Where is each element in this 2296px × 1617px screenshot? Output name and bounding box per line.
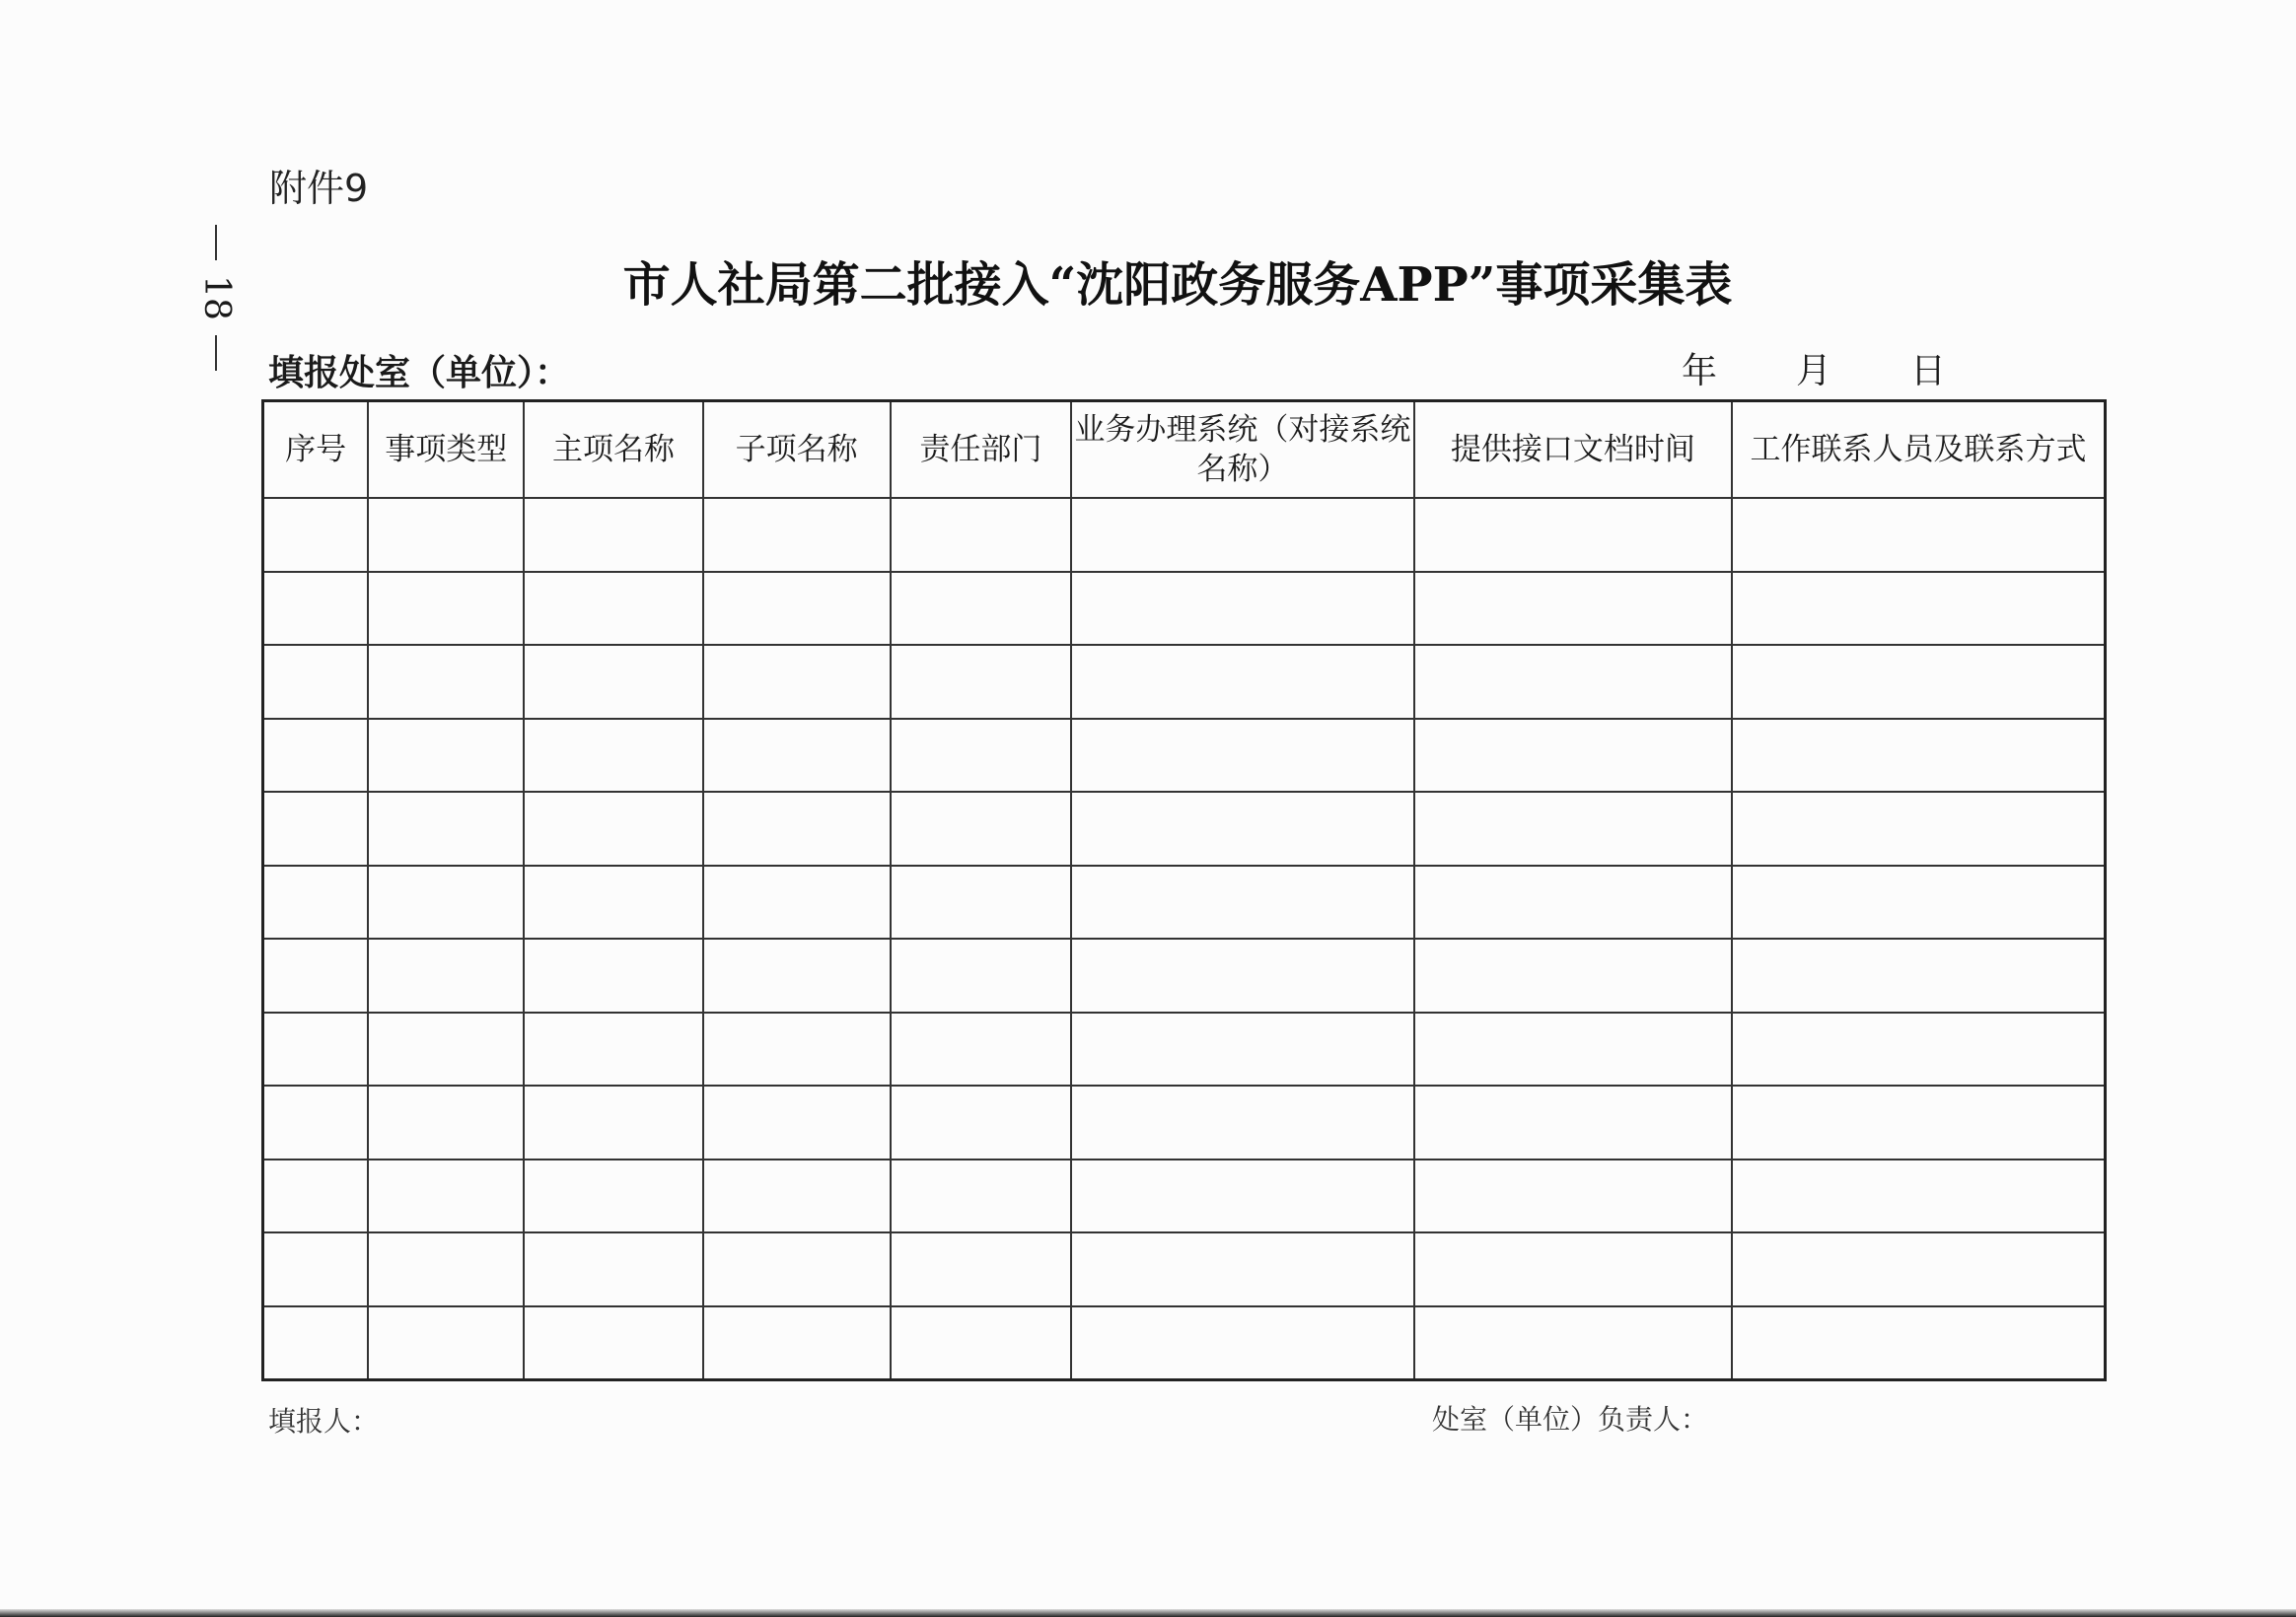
table-cell	[263, 792, 369, 866]
table-cell	[1414, 1086, 1732, 1160]
header-interface-doc-time: 提供接口文档时间	[1414, 401, 1732, 499]
table-cell	[891, 1232, 1072, 1306]
table-cell	[891, 1306, 1072, 1380]
date-line	[1682, 343, 1946, 393]
header-contact: 工作联系人员及联系方式	[1732, 401, 2105, 499]
table-cell	[263, 572, 369, 646]
table-cell	[891, 572, 1072, 646]
table-cell	[368, 572, 524, 646]
table-cell	[703, 866, 891, 940]
header-main-item-name: 主项名称	[524, 401, 703, 499]
table-cell	[1414, 645, 1732, 719]
table-cell	[368, 939, 524, 1013]
table-cell	[1071, 1306, 1413, 1380]
table-row	[263, 645, 2106, 719]
table-cell	[891, 1160, 1072, 1233]
table-cell	[263, 1306, 369, 1380]
table-cell	[891, 792, 1072, 866]
table-cell	[368, 498, 524, 572]
table-cell	[1414, 1013, 1732, 1087]
table-cell	[368, 1232, 524, 1306]
table-cell	[263, 1232, 369, 1306]
table-cell	[368, 719, 524, 793]
scan-edge	[0, 1609, 2296, 1617]
table-cell	[524, 1086, 703, 1160]
table-cell	[1732, 1086, 2105, 1160]
table-cell	[368, 792, 524, 866]
table-cell	[524, 498, 703, 572]
table-row	[263, 1013, 2106, 1087]
table-cell	[703, 498, 891, 572]
table-cell	[703, 1086, 891, 1160]
date-year-label: 年	[1682, 351, 1718, 391]
table-cell	[1732, 572, 2105, 646]
page-number-text: 18	[196, 275, 237, 320]
table-cell	[1071, 1232, 1413, 1306]
table-cell	[891, 498, 1072, 572]
header-serial-number: 序号	[263, 401, 369, 499]
table-cell	[1071, 1086, 1413, 1160]
table-cell	[368, 1306, 524, 1380]
table-cell	[1071, 498, 1413, 572]
table-cell	[891, 939, 1072, 1013]
table-cell	[1732, 498, 2105, 572]
table-cell	[524, 1306, 703, 1380]
header-business-system: 业务办理系统（对接系统名称）	[1071, 401, 1413, 499]
table-cell	[703, 792, 891, 866]
table-cell	[1414, 939, 1732, 1013]
table-cell	[1732, 866, 2105, 940]
table-row	[263, 1086, 2106, 1160]
table-cell	[524, 645, 703, 719]
table-row	[263, 866, 2106, 940]
table-cell	[891, 866, 1072, 940]
table-cell	[1732, 1306, 2105, 1380]
table-cell	[524, 719, 703, 793]
table-cell	[1732, 645, 2105, 719]
table-cell	[263, 1013, 369, 1087]
table-row	[263, 719, 2106, 793]
table-cell	[263, 1086, 369, 1160]
page-number-dash-bottom	[215, 335, 217, 371]
table-cell	[524, 792, 703, 866]
table-cell	[1414, 719, 1732, 793]
table-cell	[703, 1013, 891, 1087]
table-row	[263, 939, 2106, 1013]
table-cell	[263, 939, 369, 1013]
table-cell	[891, 645, 1072, 719]
table-cell	[1732, 1232, 2105, 1306]
table-cell	[1414, 1306, 1732, 1380]
date-month-label: 月	[1796, 351, 1832, 391]
date-day-label: 日	[1910, 351, 1947, 391]
table-body	[263, 498, 2106, 1380]
header-sub-item-name: 子项名称	[703, 401, 891, 499]
table-cell	[1414, 866, 1732, 940]
responsible-label: 处室（单位）负责人：	[1432, 1403, 1709, 1436]
table-cell	[1071, 939, 1413, 1013]
table-cell	[1071, 645, 1413, 719]
table-cell	[524, 1232, 703, 1306]
table-cell	[703, 645, 891, 719]
table-row	[263, 792, 2106, 866]
collection-table	[261, 399, 2107, 1381]
table-row	[263, 572, 2106, 646]
table-cell	[703, 1232, 891, 1306]
table-cell	[703, 1160, 891, 1233]
table-cell	[263, 719, 369, 793]
table-cell	[1414, 572, 1732, 646]
table-row	[263, 1306, 2106, 1380]
table-row	[263, 1160, 2106, 1233]
table-cell	[1071, 719, 1413, 793]
table-cell	[703, 719, 891, 793]
table-cell	[1732, 939, 2105, 1013]
table-cell	[1071, 792, 1413, 866]
table-cell	[368, 1013, 524, 1087]
table-cell	[891, 1086, 1072, 1160]
table-cell	[1071, 1013, 1413, 1087]
attachment-label: 附件9	[269, 167, 369, 210]
table-cell	[1732, 1160, 2105, 1233]
table-cell	[524, 1160, 703, 1233]
table-cell	[263, 866, 369, 940]
table-cell	[368, 1086, 524, 1160]
filler-label: 填报人：	[268, 1405, 380, 1438]
table-cell	[524, 866, 703, 940]
table-cell	[1732, 1013, 2105, 1087]
table-cell	[368, 645, 524, 719]
header-item-type: 事项类型	[368, 401, 524, 499]
table-cell	[1414, 1232, 1732, 1306]
table-cell	[1414, 792, 1732, 866]
table-cell	[524, 1013, 703, 1087]
table-cell	[1732, 719, 2105, 793]
table-cell	[703, 572, 891, 646]
header-responsible-dept: 责任部门	[891, 401, 1072, 499]
table-cell	[368, 1160, 524, 1233]
table-row	[263, 1232, 2106, 1306]
table-cell	[1071, 1160, 1413, 1233]
table-cell	[524, 939, 703, 1013]
table-cell	[1414, 498, 1732, 572]
form-title: 市人社局第二批接入“沈阳政务服务APP”事项采集表	[622, 257, 1733, 313]
table-cell	[1414, 1160, 1732, 1233]
table-cell	[524, 572, 703, 646]
table-cell	[1071, 866, 1413, 940]
table-cell	[891, 1013, 1072, 1087]
table-header-row	[263, 401, 2106, 499]
table-cell	[703, 1306, 891, 1380]
table-cell	[1071, 572, 1413, 646]
table-row	[263, 498, 2106, 572]
table-cell	[263, 498, 369, 572]
table-cell	[891, 719, 1072, 793]
table-cell	[263, 1160, 369, 1233]
table-cell	[1732, 792, 2105, 866]
table-cell	[703, 939, 891, 1013]
table-cell	[368, 866, 524, 940]
fill-unit-label: 填报处室（单位）：	[268, 352, 571, 393]
table-cell	[263, 645, 369, 719]
